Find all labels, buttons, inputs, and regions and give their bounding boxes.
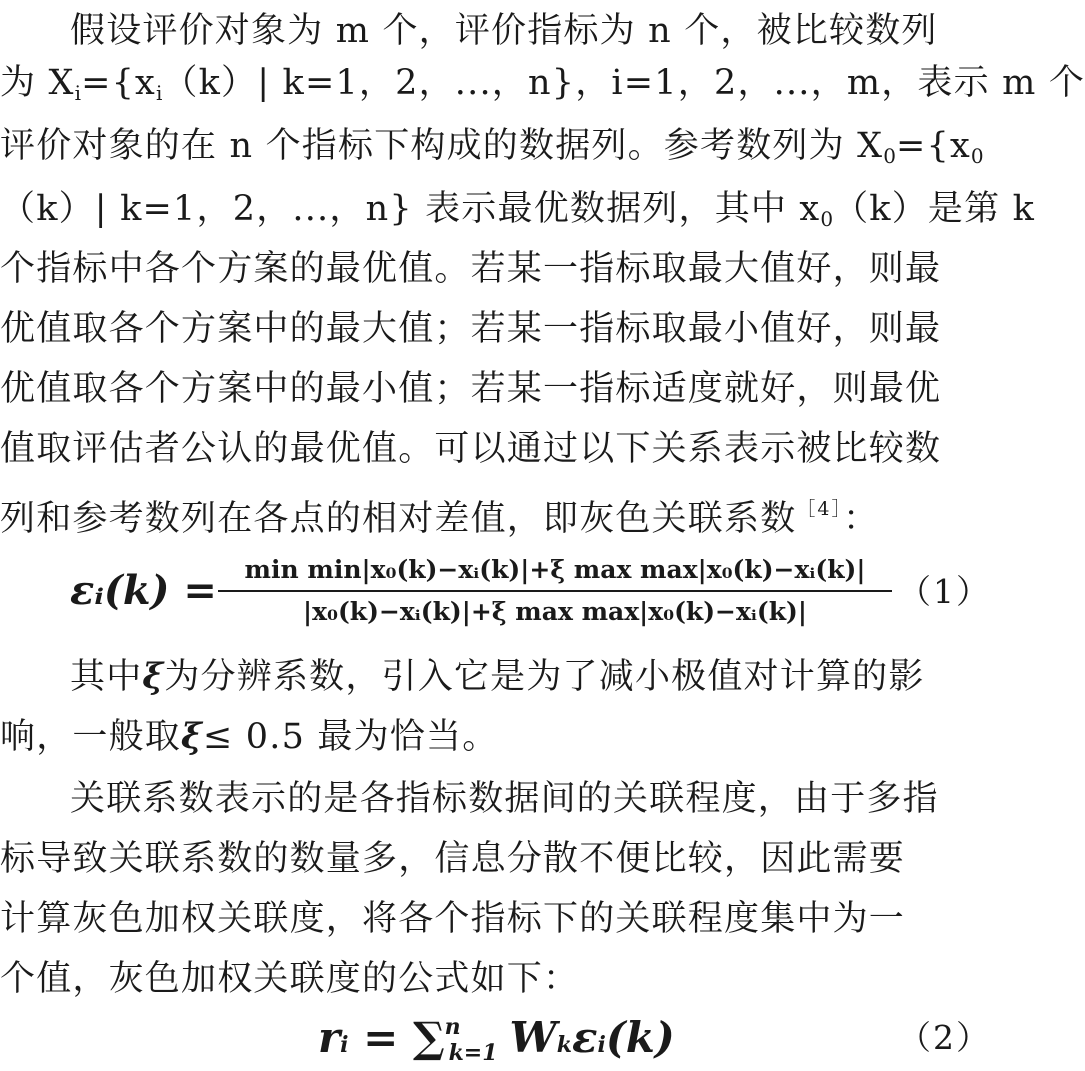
para1-line8: 值取评估者公认的最优值。可以通过以下关系表示被比较数 (0, 429, 942, 469)
para2-line1: 其中ξ为分辨系数，引入它是为了减小极值对计算的影 (70, 656, 925, 697)
eq1-lhs: εᵢ(k) = (70, 567, 217, 614)
para1-line6: 优值取各个方案中的最大值；若某一指标取最小值好，则最 (0, 309, 942, 349)
eq1-denominator: |x₀(k)−xᵢ(k)|+ξ max max|x₀(k)−xᵢ(k)| (303, 597, 807, 626)
equation-1 (0, 552, 994, 638)
eq1-fraction (218, 552, 892, 630)
para3-line2: 标导致关联系数的数量多，信息分散不便比较，因此需要 (0, 839, 906, 879)
citation-ref: ［4］ (796, 498, 843, 520)
eq1-fraction-bar (218, 590, 892, 592)
eq1-numerator: min min|x₀(k)−xᵢ(k)|+ξ max max|x₀(k)−xᵢ(k)| (244, 555, 866, 584)
eq1-number: （1） (898, 572, 991, 611)
equation-2 (0, 1012, 994, 1067)
para3-line4: 个值，灰色加权关联度的公式如下： (0, 959, 580, 999)
para1-line3: 评价对象的在 n 个指标下构成的数据列。参考数列为 $X_0=\{x_0$ (0, 126, 984, 168)
para1-line7: 优值取各个方案中的最小值；若某一指标适度就好，则最优 (0, 369, 942, 409)
para1-line2: 为 $X_i=\{x_i(k)|$ k=1，2，...，n}，i=1，2，...，m，表示 m 个 (0, 63, 1085, 105)
para1-line1: 假设评价对象为 m 个，评价指标为 n 个，被比较数列 (70, 11, 938, 51)
para2-line2: 响，一般取ξ≤ 0.5 最为恰当。 (0, 716, 499, 757)
sum-operator: ∑$^n$k=1 (412, 1013, 498, 1066)
para1-line4: （k）| k=1，2，...，n} 表示最优数据列，其中 $x_0(k)$是第 k (0, 189, 1036, 231)
eq2-expression: ri = ∑$^n$k=1 Wkεi(k) (318, 1012, 675, 1071)
para1-line9: 列和参考数列在各点的相对差值，即灰色关联系数$^{[4]}$： (0, 498, 880, 539)
eq2-number: （2） (898, 1018, 991, 1057)
para1-line5: 个指标中各个方案的最优值。若某一指标取最大值好，则最 (0, 249, 942, 289)
para3-line3: 计算灰色加权关联度，将各个指标下的关联程度集中为一 (0, 899, 906, 939)
para3-line1: 关联系数表示的是各指标数据间的关联程度，由于多指 (70, 779, 939, 819)
